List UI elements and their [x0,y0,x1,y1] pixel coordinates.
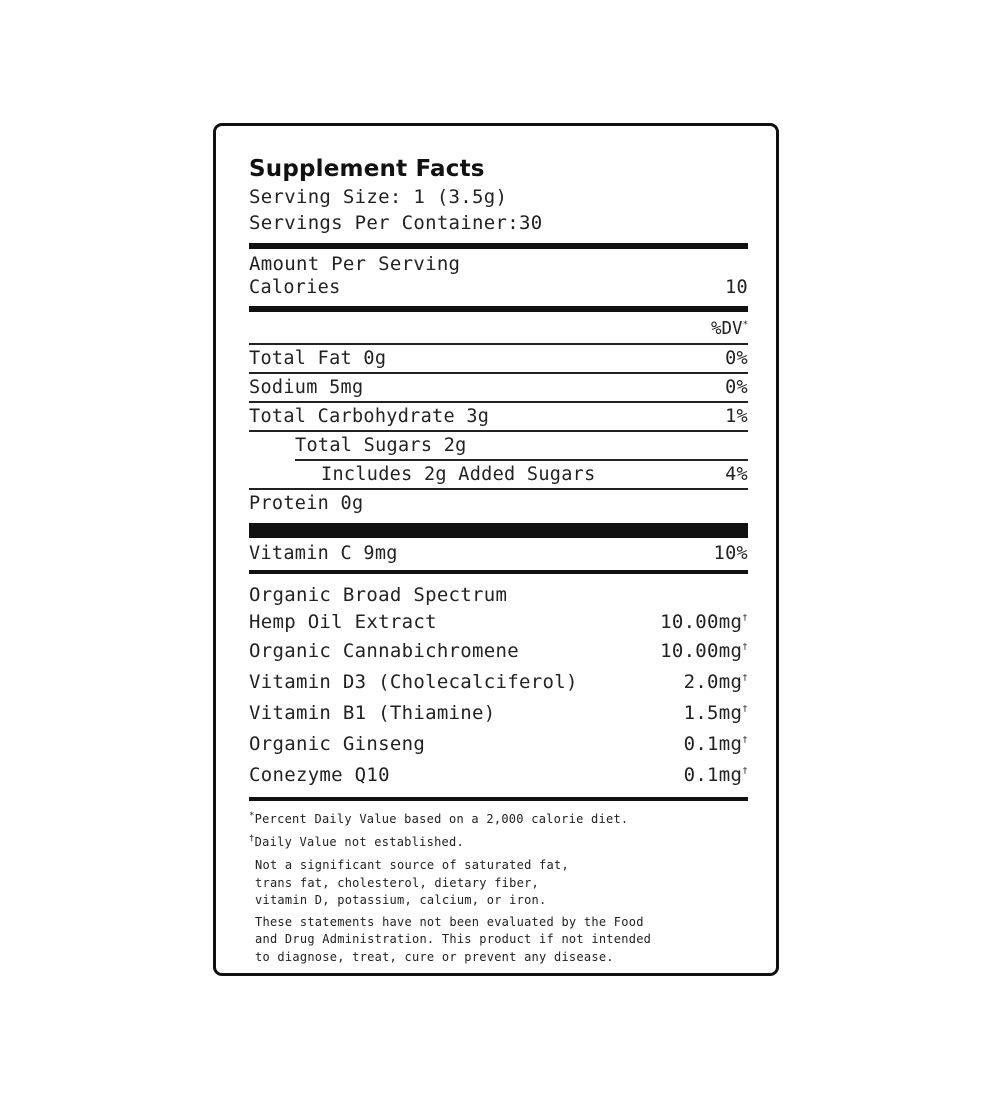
nutrient-label: Includes 2g Added Sugars [321,463,596,485]
ingredient-label: Vitamin D3 (Cholecalciferol) [249,671,578,693]
vitamin-c-dv: 10% [713,543,748,564]
dagger-mark: † [249,833,255,844]
nutrient-label: Total Carbohydrate 3g [249,405,490,427]
nutrient-row [249,432,748,460]
vitamin-c-row [249,538,748,570]
nutrient-label: Total Sugars 2g [295,434,467,456]
nutrient-label: Sodium 5mg [249,376,364,398]
nutrient-row [249,403,748,431]
calories-row [249,276,748,300]
ingredient-row [249,698,748,729]
panel-content [249,156,748,966]
ingredient-label: Organic Broad Spectrum [249,584,508,606]
divider-thick [249,243,748,249]
ingredient-row [249,729,748,760]
amount-per-serving-label: Amount Per Serving [249,253,461,275]
footnote-fda: These statements have not been evaluated by the Food and Drug Administration. This product if not intended to diagnose, treat, cure or prevent any disease. [255,914,652,964]
ingredients-list [249,583,748,791]
dagger-mark: † [742,766,748,777]
nutrient-dv: 4% [725,463,748,485]
footnote-dv-not-established-text: Daily Value not established. [254,834,464,849]
ingredient-label: Conezyme Q10 [249,764,390,786]
dv-header-label: %DV [710,319,743,339]
footnote-dv-not-established [249,834,748,852]
vitamin-c-label: Vitamin C 9mg [249,543,398,564]
dagger-mark: † [742,735,748,746]
supplement-facts-panel [213,123,779,976]
panel-title: Supplement Facts [249,156,485,182]
ingredient-amount: 0.1mg [683,764,743,786]
ingredient-amount: 0.1mg [683,733,743,755]
ingredient-amount: 1.5mg [683,702,743,724]
nutrient-row [249,374,748,402]
ingredient-label: Organic Ginseng [249,733,426,755]
dagger-mark: † [742,613,748,624]
calories-label: Calories [249,277,341,298]
divider-mid [249,570,748,574]
footnote-percent-dv-text: Percent Daily Value based on a 2,000 calorie diet. [254,812,629,826]
divider-mid [249,797,748,801]
nutrient-row [249,345,748,373]
nutrient-label: Protein 0g [249,492,364,514]
footnote-not-significant: Not a significant source of saturated fat, trans fat, cholesterol, dietary fiber, vitamin D, potassium, calcium, or iron. [255,858,569,907]
footnotes [249,811,748,966]
ingredient-label: Organic Cannabichromene [249,640,519,662]
asterisk-mark: * [249,811,255,821]
ingredient-amount: 10.00mg [660,640,743,662]
servings-per-container: Servings Per Container:30 [249,212,543,234]
dagger-mark: † [742,642,748,653]
nutrient-dv: 1% [725,405,748,427]
footnote-percent-dv [249,811,748,829]
ingredient-row [249,583,748,608]
ingredient-amount: 10.00mg [660,611,743,633]
nutrient-dv: 0% [725,347,748,369]
nutrient-row [249,490,748,518]
serving-size: Serving Size: 1 (3.5g) [249,186,508,208]
ingredient-row [249,760,748,791]
calories-value: 10 [725,277,748,298]
ingredient-row [249,636,748,667]
ingredient-label: Hemp Oil Extract [249,611,437,633]
dagger-mark: † [742,673,748,684]
ingredient-row [249,608,748,636]
nutrient-row [249,461,748,489]
ingredient-amount: 2.0mg [683,671,743,693]
dagger-mark: † [742,704,748,715]
divider-block [249,523,748,538]
dv-header [249,312,748,343]
asterisk-mark: * [742,320,748,331]
nutrient-dv: 0% [725,376,748,398]
ingredient-label: Vitamin B1 (Thiamine) [249,702,496,724]
ingredient-row [249,667,748,698]
nutrient-label: Total Fat 0g [249,347,387,369]
